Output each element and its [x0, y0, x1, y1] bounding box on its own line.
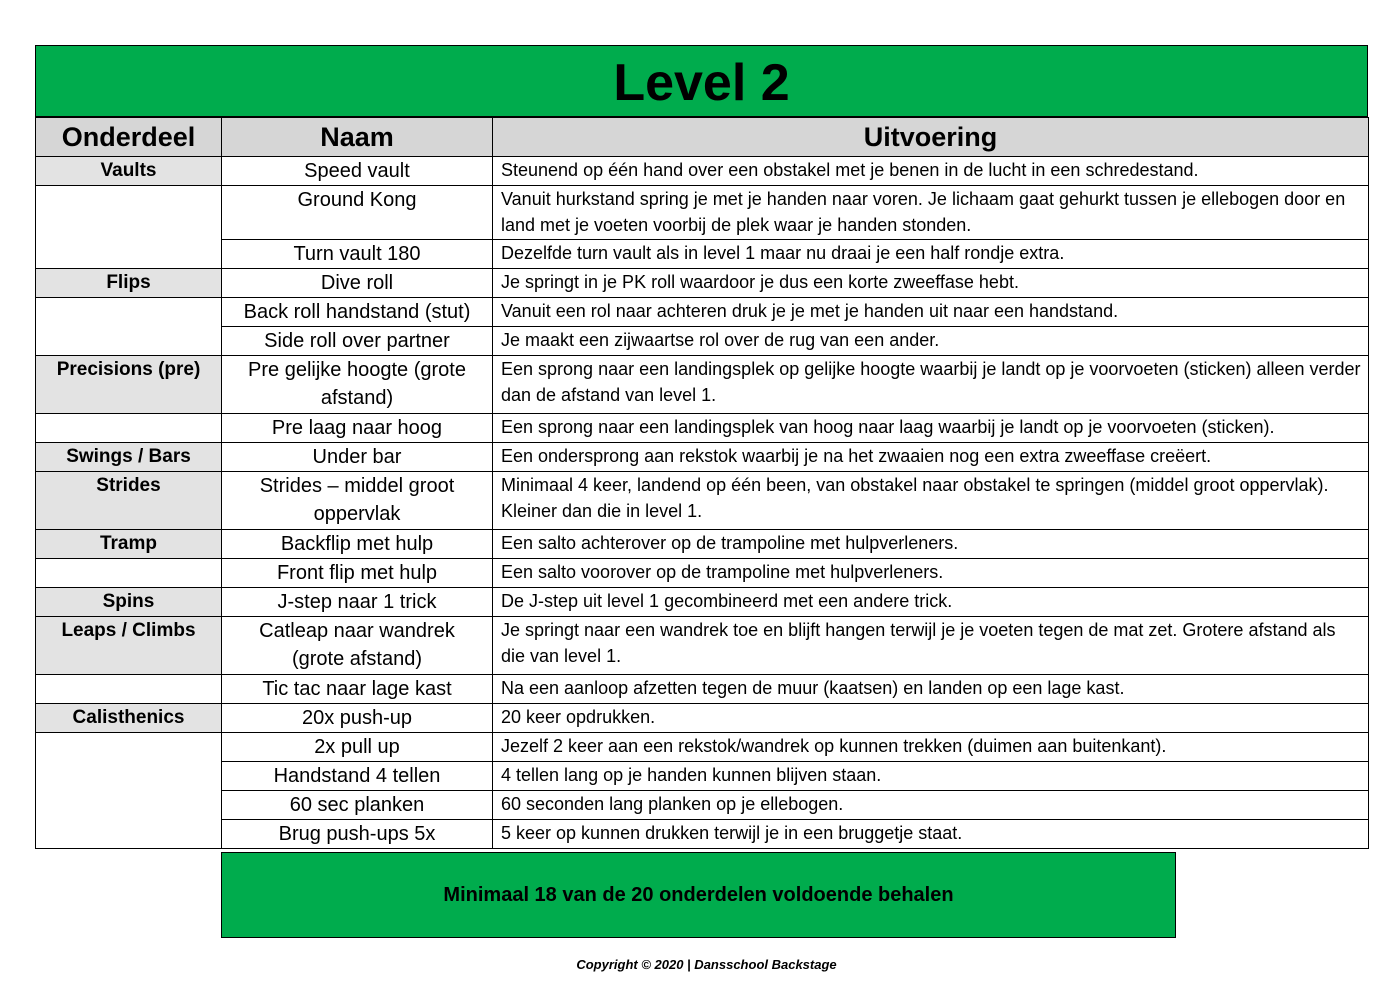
level-sheet — [35, 45, 1368, 849]
category-cell: Precisions (pre) — [36, 356, 222, 414]
description-cell: Jezelf 2 keer aan een rekstok/wandrek op kunnen trekken (duimen aan buitenkant). — [493, 733, 1369, 762]
requirement-text: Minimaal 18 van de 20 onderdelen voldoende behalen — [443, 883, 954, 906]
table-row — [36, 269, 1369, 298]
description-cell: Een sprong naar een landingsplek van hoog naar laag waarbij je landt op je voorvoeten (sticken). — [493, 414, 1369, 443]
name-cell: Ground Kong — [222, 186, 493, 240]
description-cell: Je springt naar een wandrek toe en blijft hangen terwijl je je voeten tegen de mat zet. Grotere afstand als die van level 1. — [493, 617, 1369, 675]
name-cell: Speed vault — [222, 157, 493, 186]
description-cell: 4 tellen lang op je handen kunnen blijven staan. — [493, 762, 1369, 791]
description-cell: Na een aanloop afzetten tegen de muur (kaatsen) en landen op een lage kast. — [493, 675, 1369, 704]
description-cell: De J-step uit level 1 gecombineerd met een andere trick. — [493, 588, 1369, 617]
name-cell: 60 sec planken — [222, 791, 493, 820]
table-row — [36, 414, 1369, 443]
table-row — [36, 559, 1369, 588]
category-cell-empty — [36, 675, 222, 704]
table-row — [36, 356, 1369, 414]
description-cell: Vanuit hurkstand spring je met je handen naar voren. Je lichaam gaat gehurkt tussen je ellebogen door en land met je voeten voorbij de plek waar je handen stonden. — [493, 186, 1369, 240]
description-cell: 5 keer op kunnen drukken terwijl je in een bruggetje staat. — [493, 820, 1369, 849]
category-cell: Leaps / Climbs — [36, 617, 222, 675]
category-cell: Calisthenics — [36, 704, 222, 733]
table-row — [36, 530, 1369, 559]
title-bar — [35, 45, 1368, 117]
name-cell: Strides – middel groot oppervlak — [222, 472, 493, 530]
description-cell: Minimaal 4 keer, landend op één been, van obstakel naar obstakel te springen (middel groot oppervlak). Kleiner dan die in level 1. — [493, 472, 1369, 530]
name-cell: Backflip met hulp — [222, 530, 493, 559]
name-cell: Turn vault 180 — [222, 240, 493, 269]
name-cell: Dive roll — [222, 269, 493, 298]
category-cell: Vaults — [36, 157, 222, 186]
description-cell: Je maakt een zijwaartse rol over de rug van een ander. — [493, 327, 1369, 356]
name-cell: Side roll over partner — [222, 327, 493, 356]
header-naam: Naam — [222, 118, 493, 157]
table-row — [36, 762, 1369, 791]
description-cell: 20 keer opdrukken. — [493, 704, 1369, 733]
name-cell: 2x pull up — [222, 733, 493, 762]
description-cell: Een salto achterover op de trampoline met hulpverleners. — [493, 530, 1369, 559]
category-cell: Flips — [36, 269, 222, 298]
name-cell: Tic tac naar lage kast — [222, 675, 493, 704]
category-cell: Tramp — [36, 530, 222, 559]
category-cell-empty — [36, 559, 222, 588]
table-row — [36, 157, 1369, 186]
copyright-notice: Copyright © 2020 | Dansschool Backstage — [576, 957, 837, 972]
description-cell: 60 seconden lang planken op je ellebogen. — [493, 791, 1369, 820]
table-row — [36, 820, 1369, 849]
category-cell-empty — [36, 414, 222, 443]
name-cell: Back roll handstand (stut) — [222, 298, 493, 327]
table-row — [36, 443, 1369, 472]
table-row — [36, 791, 1369, 820]
requirement-banner — [221, 852, 1176, 938]
name-cell: Under bar — [222, 443, 493, 472]
description-cell: Steunend op één hand over een obstakel met je benen in de lucht in een schredestand. — [493, 157, 1369, 186]
category-cell-empty — [36, 298, 222, 356]
table-row — [36, 704, 1369, 733]
name-cell: 20x push-up — [222, 704, 493, 733]
table-row — [36, 298, 1369, 327]
table-row — [36, 733, 1369, 762]
name-cell: Pre gelijke hoogte (grote afstand) — [222, 356, 493, 414]
category-cell: Spins — [36, 588, 222, 617]
table-row — [36, 588, 1369, 617]
category-cell-empty — [36, 186, 222, 269]
description-cell: Een sprong naar een landingsplek op gelijke hoogte waarbij je landt op je voorvoeten (sticken) alleen verder dan de afstand van level 1. — [493, 356, 1369, 414]
description-cell: Een salto voorover op de trampoline met hulpverleners. — [493, 559, 1369, 588]
description-cell: Vanuit een rol naar achteren druk je je met je handen uit naar een handstand. — [493, 298, 1369, 327]
name-cell: Brug push-ups 5x — [222, 820, 493, 849]
description-cell: Dezelfde turn vault als in level 1 maar nu draai je een half rondje extra. — [493, 240, 1369, 269]
table-row — [36, 240, 1369, 269]
table-row — [36, 675, 1369, 704]
category-cell: Strides — [36, 472, 222, 530]
table-row — [36, 617, 1369, 675]
page-title: Level 2 — [613, 54, 790, 112]
category-cell-empty — [36, 733, 222, 849]
table-row — [36, 186, 1369, 240]
name-cell: J-step naar 1 trick — [222, 588, 493, 617]
exercise-table — [35, 117, 1369, 849]
description-cell: Een ondersprong aan rekstok waarbij je na het zwaaien nog een extra zweeffase creëert. — [493, 443, 1369, 472]
table-header-row — [36, 118, 1369, 157]
category-cell: Swings / Bars — [36, 443, 222, 472]
name-cell: Pre laag naar hoog — [222, 414, 493, 443]
name-cell: Catleap naar wandrek (grote afstand) — [222, 617, 493, 675]
header-uitvoering: Uitvoering — [493, 118, 1369, 157]
description-cell: Je springt in je PK roll waardoor je dus een korte zweeffase hebt. — [493, 269, 1369, 298]
header-onderdeel: Onderdeel — [36, 118, 222, 157]
name-cell: Handstand 4 tellen — [222, 762, 493, 791]
table-row — [36, 472, 1369, 530]
name-cell: Front flip met hulp — [222, 559, 493, 588]
table-row — [36, 327, 1369, 356]
